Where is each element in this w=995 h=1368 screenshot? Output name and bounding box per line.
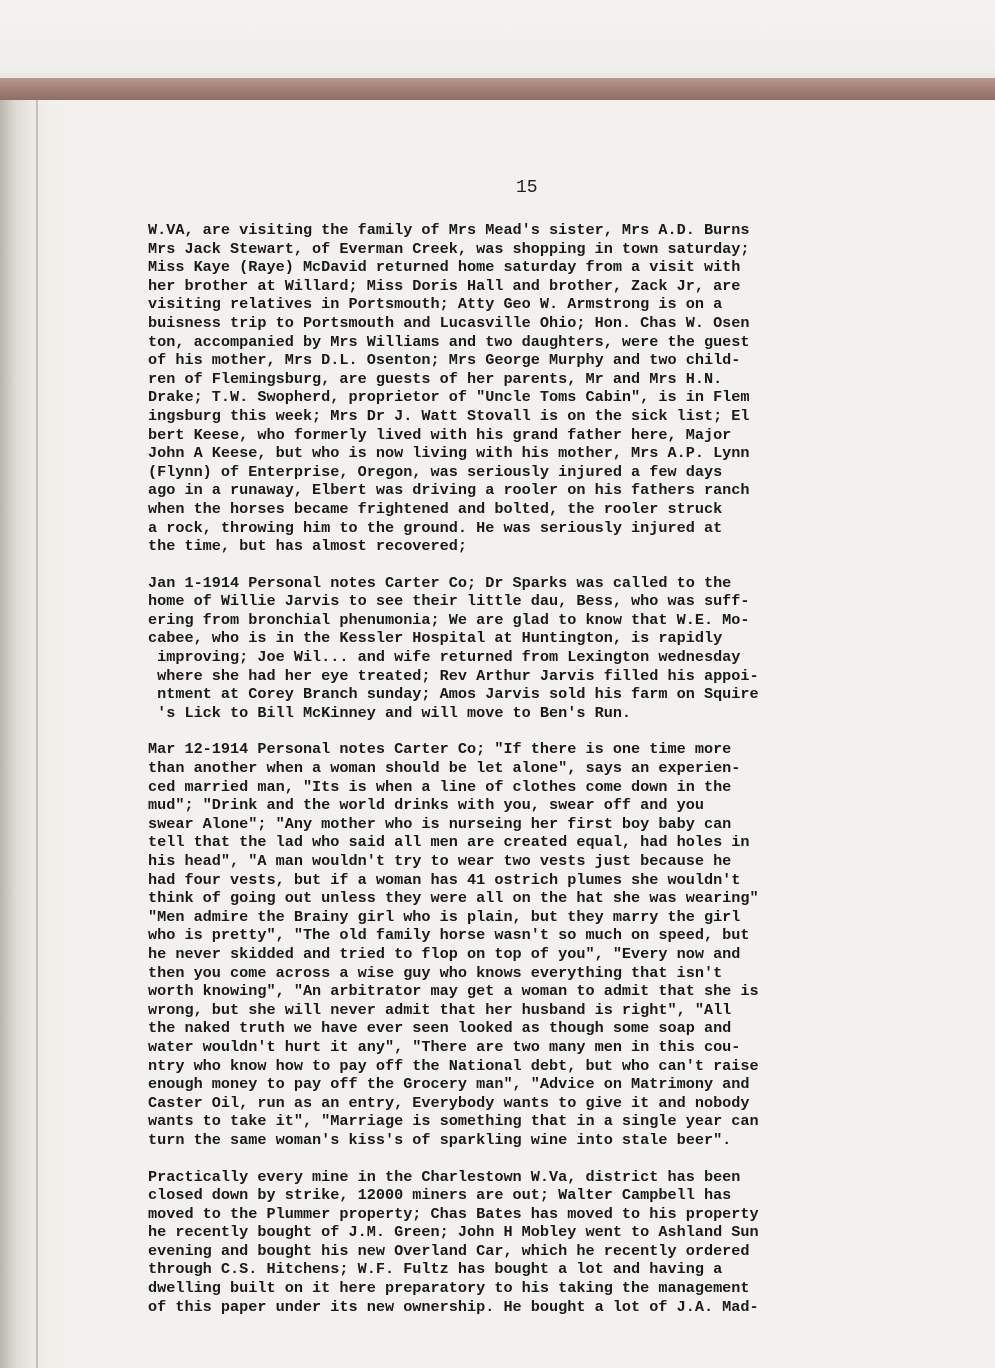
text-line: ering from bronchial phenumonia; We are glad to know that W.E. Mo- [148,610,750,629]
text-line: Mrs Jack Stewart, of Everman Creek, was shopping in town saturday; [148,239,750,258]
text-line: ton, accompanied by Mrs Williams and two daughters, were the guest [148,332,750,351]
text-line: where she had her eye treated; Rev Arthur Jarvis filled his appoi- [148,666,759,685]
text-line: her brother at Willard; Miss Doris Hall and brother, Zack Jr, are [148,276,741,295]
text-line: Mar 12-1914 Personal notes Carter Co; "If there is one time more [148,740,732,759]
text-line: Drake; T.W. Swopherd, proprietor of "Uncle Toms Cabin", is in Flem [148,388,750,407]
text-line: improving; Joe Wil... and wife returned from Lexington wednesday [148,648,741,667]
book-binding-edge [0,78,995,102]
text-line: enough money to pay off the Grocery man", "Advice on Matrimony and [148,1075,750,1094]
text-line: a rock, throwing him to the ground. He was seriously injured at [148,518,723,537]
text-line: he recently bought of J.M. Green; John H Mobley went to Ashland Sun [148,1223,759,1242]
text-line: John A Keese, but who is now living with his mother, Mrs A.P. Lynn [148,444,750,463]
text-line: closed down by strike, 12000 miners are out; Walter Campbell has [148,1186,732,1205]
text-line: when the horses became frightened and bolted, the rooler struck [148,499,723,518]
text-line: tell that the lad who said all men are created equal, had holes in [148,833,750,852]
text-line: visiting relatives in Portsmouth; Atty Geo W. Armstrong is on a [148,295,723,314]
text-line: think of going out unless they were all on the hat she was wearing" [148,889,759,908]
text-line: Caster Oil, run as an entry, Everybody wants to give it and nobody [148,1093,750,1112]
text-line: worth knowing", "An arbitrator may get a woman to admit that she is [148,982,759,1001]
text-line: ntment at Corey Branch sunday; Amos Jarvis sold his farm on Squire [148,685,759,704]
text-line: than another when a woman should be let alone", says an experien- [148,759,741,778]
text-line: had four vests, but if a woman has 41 ostrich plumes she wouldn't [148,870,741,889]
text-line: ago in a runaway, Elbert was driving a rooler on his fathers ranch [148,481,750,500]
text-line: Miss Kaye (Raye) McDavid returned home saturday from a visit with [148,258,741,277]
text-line: ren of Flemingsburg, are guests of her parents, Mr and Mrs H.N. [148,369,723,388]
text-line: cabee, who is in the Kessler Hospital at Huntington, is rapidly [148,629,723,648]
text-line: of his mother, Mrs D.L. Osenton; Mrs George Murphy and two child- [148,351,741,370]
text-line: 's Lick to Bill McKinney and will move to Ben's Run. [148,703,632,722]
text-line: the naked truth we have ever seen looked as though some soap and [148,1019,732,1038]
text-line: Practically every mine in the Charlestown W.Va, district has been [148,1167,741,1186]
paragraph-mine-strike [148,1168,938,1317]
paragraph-local-notes [148,221,938,556]
text-line: bert Keese, who formerly lived with his grand father here, Major [148,425,732,444]
text-line: water wouldn't hurt it any", "There are two many men in this cou- [148,1037,741,1056]
text-line: moved to the Plummer property; Chas Bates has moved to his property [148,1204,759,1223]
text-line: evening and bought his new Overland Car, which he recently ordered [148,1241,750,1260]
paragraph-mar-1914 [148,740,938,1149]
text-line: swear Alone"; "Any mother who is nurseing her first boy baby can [148,814,732,833]
text-line: home of Willie Jarvis to see their little dau, Bess, who was suff- [148,592,750,611]
paragraph-jan-1914 [148,574,938,723]
text-line: wrong, but she will never admit that her husband is right", "All [148,1000,732,1019]
page-gutter-shadow [0,100,70,1368]
text-line: ntry who know how to pay off the National debt, but who can't raise [148,1056,759,1075]
text-line: the time, but has almost recovered; [148,537,467,556]
text-line: W.VA, are visiting the family of Mrs Mead's sister, Mrs A.D. Burns [148,221,750,239]
text-line: through C.S. Hitchens; W.F. Fultz has bought a lot and having a [148,1260,723,1279]
text-line: buisness trip to Portsmouth and Lucasville Ohio; Hon. Chas W. Osen [148,313,750,332]
document-body [148,221,938,1334]
text-line: his head", "A man wouldn't try to wear two vests just because he [148,852,732,870]
text-line: (Flynn) of Enterprise, Oregon, was seriously injured a few days [148,462,723,481]
text-line: of this paper under its new ownership. He bought a lot of J.A. Mad- [148,1297,759,1316]
gutter-fold-line [36,100,38,1368]
text-line: who is pretty", "The old family horse wasn't so much on speed, but [148,926,750,945]
text-line: wants to take it", "Marriage is something that in a single year can [148,1112,759,1131]
text-line: turn the same woman's kiss's of sparkling wine into stale beer". [148,1130,732,1149]
text-line: "Men admire the Brainy girl who is plain, but they marry the girl [148,907,741,926]
text-line: he never skidded and tried to flop on top of you", "Every now and [148,944,741,963]
text-line: ingsburg this week; Mrs Dr J. Watt Stovall is on the sick list; El [148,406,750,425]
text-line: ced married man, "Its is when a line of clothes come down in the [148,777,732,796]
text-line: Jan 1-1914 Personal notes Carter Co; Dr Sparks was called to the [148,573,732,592]
text-line: dwelling built on it here preparatory to his taking the management [148,1279,750,1298]
text-line: mud"; "Drink and the world drinks with you, swear off and you [148,796,704,815]
text-line: then you come across a wise guy who knows everything that isn't [148,963,723,982]
page-number: 15 [516,178,538,198]
